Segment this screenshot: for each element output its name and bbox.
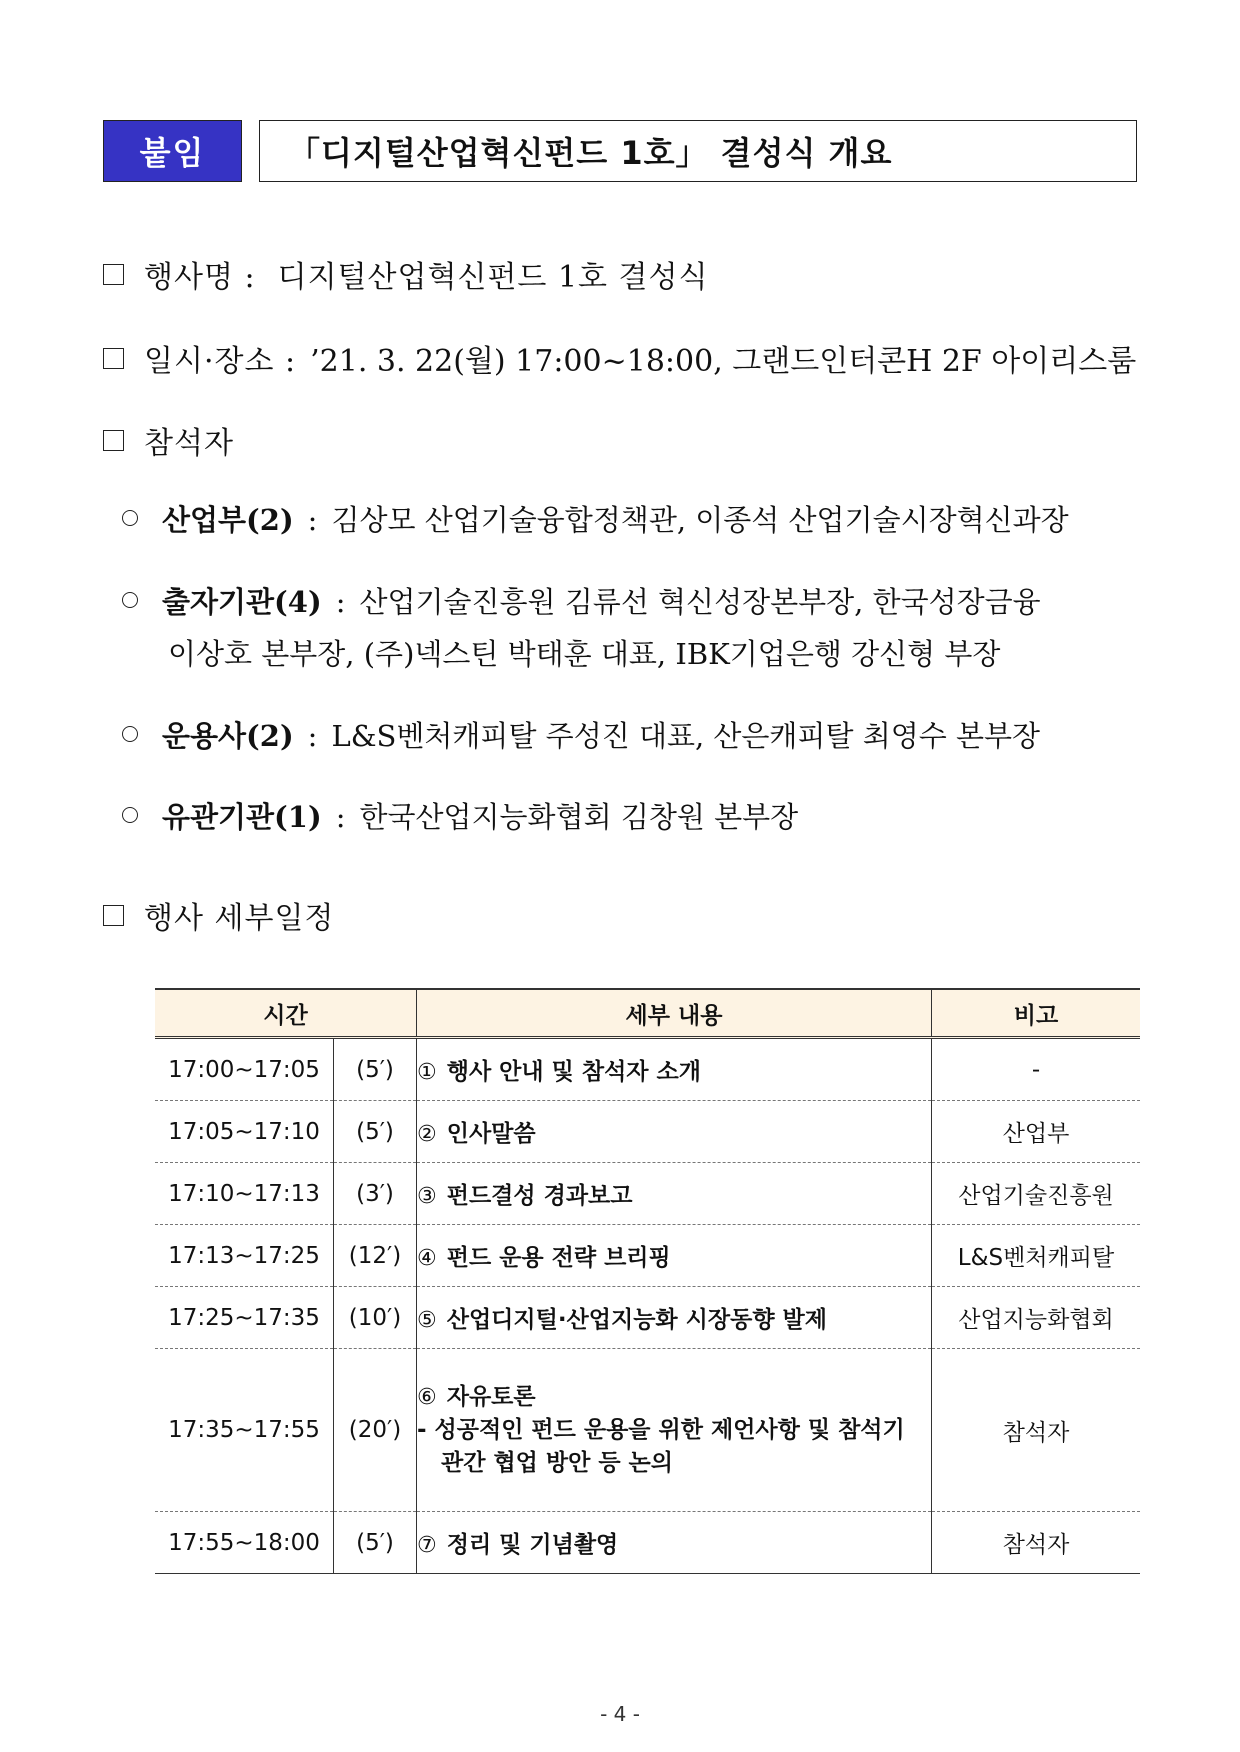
row-note: 참석자 xyxy=(932,1349,1141,1512)
attendee-item: 산업부(2) : 김상모 산업기술융합정책관, 이종석 산업기술시장혁신과장 xyxy=(122,498,1069,539)
checkbox-square-icon xyxy=(103,264,124,285)
row-note: 산업기술진흥원 xyxy=(932,1163,1141,1225)
event-name-section xyxy=(103,252,709,296)
detail-text: 펀드 운용 전략 브리핑 xyxy=(446,1245,671,1271)
row-detail xyxy=(417,1287,932,1349)
row-duration: (3′) xyxy=(334,1163,417,1225)
row-duration: (10′) xyxy=(334,1287,417,1349)
row-time: 17:13~17:25 xyxy=(155,1225,334,1287)
table-row xyxy=(155,1512,1140,1574)
row-time: 17:25~17:35 xyxy=(155,1287,334,1349)
row-time: 17:35~17:55 xyxy=(155,1349,334,1512)
step-number: ③ xyxy=(417,1184,437,1209)
step-number: ④ xyxy=(417,1246,437,1271)
row-time: 17:10~17:13 xyxy=(155,1163,334,1225)
document-title: 「디지털산업혁신펀드 1호」 결성식 개요 xyxy=(259,120,1137,182)
column-header-time: 시간 xyxy=(155,989,417,1038)
row-duration: (5′) xyxy=(334,1512,417,1574)
step-number: ① xyxy=(417,1060,437,1085)
row-note: 산업부 xyxy=(932,1101,1141,1163)
table-row xyxy=(155,1101,1140,1163)
table-header-row xyxy=(155,989,1140,1038)
event-name-label: 행사명 : xyxy=(144,260,256,295)
row-note: 산업지능화협회 xyxy=(932,1287,1141,1349)
row-duration: (12′) xyxy=(334,1225,417,1287)
attendee-group: 유관기관(1) xyxy=(162,800,322,834)
step-number: ⑦ xyxy=(417,1533,437,1558)
table-row xyxy=(155,1038,1140,1101)
circle-bullet-icon xyxy=(122,510,138,526)
detail-text: 자유토론 xyxy=(446,1383,536,1410)
row-time: 17:05~17:10 xyxy=(155,1101,334,1163)
table-row xyxy=(155,1287,1140,1349)
step-number: ⑤ xyxy=(417,1308,437,1333)
table-row xyxy=(155,1349,1140,1512)
circle-bullet-icon xyxy=(122,592,138,608)
table-row xyxy=(155,1163,1140,1225)
column-header-note: 비고 xyxy=(932,989,1141,1038)
detail-text: 펀드결성 경과보고 xyxy=(446,1183,633,1209)
circle-bullet-icon xyxy=(122,726,138,742)
row-detail xyxy=(417,1101,932,1163)
row-duration: (20′) xyxy=(334,1349,417,1512)
schedule-heading: 행사 세부일정 xyxy=(144,901,335,936)
row-detail xyxy=(417,1225,932,1287)
page-number: - 4 - xyxy=(600,1702,640,1726)
attendee-names: L&S벤처캐피탈 주성진 대표, 산은캐피탈 최영수 본부장 xyxy=(331,719,1040,753)
row-detail xyxy=(417,1163,932,1225)
detail-text: 인사말씀 xyxy=(446,1121,536,1147)
detail-subtext: - 성공적인 펀드 운용을 위한 제언사항 및 참석기관간 협업 방안 등 논의 xyxy=(417,1416,905,1476)
row-detail xyxy=(417,1349,932,1512)
checkbox-square-icon xyxy=(103,905,124,926)
attendees-heading: 참석자 xyxy=(144,426,234,461)
row-time: 17:00~17:05 xyxy=(155,1038,334,1101)
column-header-detail: 세부 내용 xyxy=(417,989,932,1038)
step-number: ⑥ xyxy=(417,1384,437,1410)
document-header xyxy=(103,120,1137,182)
detail-text: 정리 및 기념촬영 xyxy=(446,1532,619,1558)
schedule-table xyxy=(155,988,1140,1574)
attachment-tag: 붙임 xyxy=(103,120,242,182)
checkbox-square-icon xyxy=(103,430,124,451)
checkbox-square-icon xyxy=(103,348,124,369)
attendee-names-continued: 이상호 본부장, (주)넥스틴 박태훈 대표, IBK기업은행 강신형 부장 xyxy=(168,637,1001,671)
row-detail xyxy=(417,1512,932,1574)
datetime-section xyxy=(103,336,1136,380)
circle-bullet-icon xyxy=(122,807,138,823)
attendee-group: 출자기관(4) xyxy=(162,585,322,619)
table-row xyxy=(155,1225,1140,1287)
row-note: 참석자 xyxy=(932,1512,1141,1574)
row-duration: (5′) xyxy=(334,1101,417,1163)
datetime-label: 일시·장소 : xyxy=(144,344,297,379)
row-duration: (5′) xyxy=(334,1038,417,1101)
attendee-names: 한국산업지능화협회 김창원 본부장 xyxy=(359,800,799,834)
row-note: L&S벤처캐피탈 xyxy=(932,1225,1141,1287)
detail-text: 산업디지털·산업지능화 시장동향 발제 xyxy=(446,1307,827,1333)
attendee-names: 산업기술진흥원 김류선 혁신성장본부장, 한국성장금융 xyxy=(359,585,1041,619)
datetime-value: ’21. 3. 22(월) 17:00~18:00, 그랜드인터콘H 2F 아이리스룸 xyxy=(310,344,1137,379)
attendee-group: 산업부(2) xyxy=(162,503,294,537)
attendee-names: 김상모 산업기술융합정책관, 이종석 산업기술시장혁신과장 xyxy=(331,503,1069,537)
attendees-section xyxy=(103,418,234,462)
step-number: ② xyxy=(417,1122,437,1147)
schedule-section xyxy=(103,893,334,937)
attendee-item: 유관기관(1) : 한국산업지능화협회 김창원 본부장 xyxy=(122,795,798,836)
attendee-item: 출자기관(4) : 산업기술진흥원 김류선 혁신성장본부장, 한국성장금융 xyxy=(122,580,1041,621)
attendee-item: 운용사(2) : L&S벤처캐피탈 주성진 대표, 산은캐피탈 최영수 본부장 xyxy=(122,714,1040,755)
attendee-group: 운용사(2) xyxy=(162,719,294,753)
event-name-value: 디지털산업혁신펀드 1호 결성식 xyxy=(277,260,709,295)
row-detail xyxy=(417,1038,932,1101)
row-time: 17:55~18:00 xyxy=(155,1512,334,1574)
detail-text: 행사 안내 및 참석자 소개 xyxy=(446,1059,701,1085)
row-note: - xyxy=(932,1038,1141,1101)
